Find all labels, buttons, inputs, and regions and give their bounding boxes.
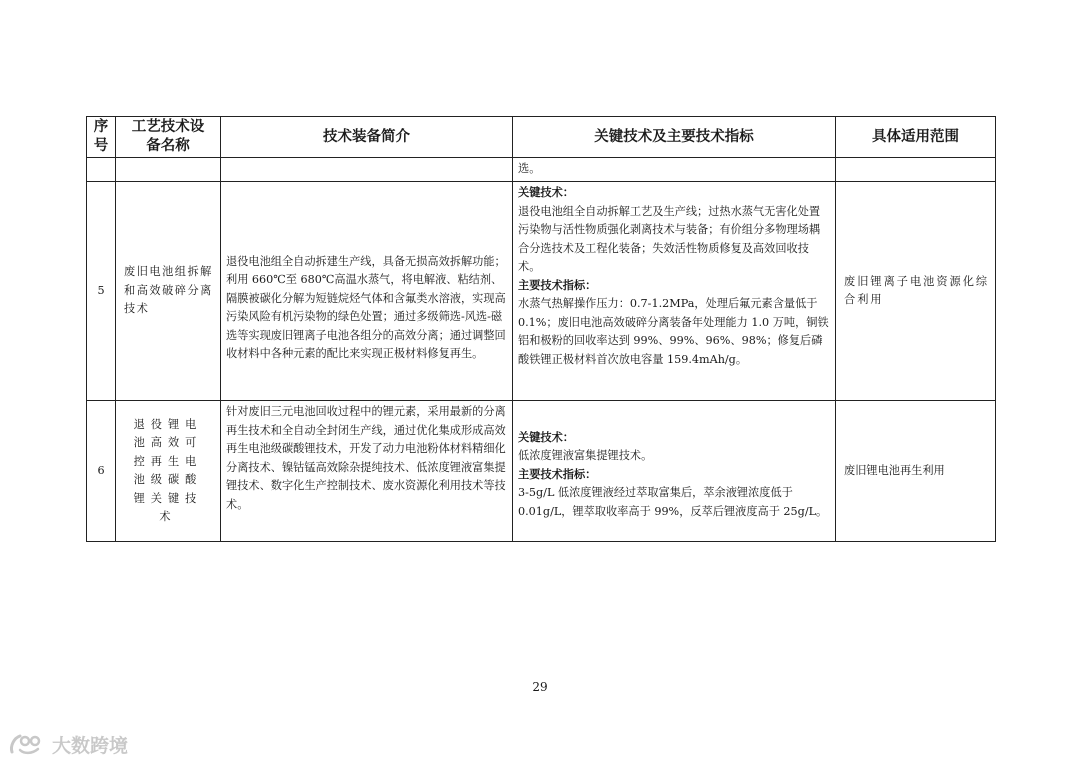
- table-header-row: [87, 117, 996, 158]
- watermark-logo-icon: [8, 732, 48, 756]
- continuation-text: 选。: [513, 158, 836, 182]
- header-no: 序号: [87, 117, 116, 158]
- main-index-text: 水蒸气热解操作压力：0.7-1.2MPa，处理后氟元素含量低于 0.1%；废旧电池高效破碎分离装备年处理能力 1.0 万吨，铜铁铝和极粉的回收率达到 99%、99%、96%、98%；修复后磷酸铁锂正极材料首次放电容量 159.4mAh/g。: [518, 297, 829, 366]
- key-tech-label: 关键技术：: [518, 430, 574, 444]
- table-row-continuation: [87, 158, 996, 182]
- main-index-label: 主要技术指标：: [518, 278, 597, 292]
- row-scope: 废旧锂离子电池资源化综合利用: [836, 182, 996, 401]
- page-number: 29: [532, 680, 548, 694]
- main-index-label: 主要技术指标：: [518, 467, 597, 481]
- main-index-text: 3-5g/L 低浓度锂液经过萃取富集后，萃余液锂浓度低于 0.01g/L，锂萃取收率高于 99%，反萃后锂液度高于 25g/L。: [518, 486, 828, 518]
- row-name: 退役锂电池高效可控再生电池级碳酸锂关键技术: [116, 401, 221, 542]
- watermark: [8, 732, 128, 756]
- table-row: [87, 401, 996, 542]
- row-key-tech: [513, 182, 836, 401]
- row-intro: 针对废旧三元电池回收过程中的锂元素，采用最新的分离再生技术和全自动全封闭生产线，通过优化集成形成高效再生电池级碳酸锂技术，开发了动力电池粉体材料精细化分离技术、镍钴锰高效除杂提纯技术、低浓度锂液富集提锂技术、数字化生产控制技术、废水资源化利用技术等技术。: [221, 401, 513, 542]
- row-intro: 退役电池组全自动拆建生产线，具备无损高效拆解功能；利用 660℃至 680℃高温水蒸气，将电解液、粘结剂、隔膜被碳化分解为短链烷烃气体和含氟类水溶液，实现高污染风险有机污染物的绿色处置；通过多级筛选-风选-磁选等实现废旧锂离子电池各组分的高效分离；通过调整回收材料中各种元素的配比来实现正极材料修复再生。: [221, 182, 513, 401]
- row-no: 5: [87, 182, 116, 401]
- row-name: 废旧电池组拆解和高效破碎分离技术: [116, 182, 221, 401]
- header-name: 工艺技术设备名称: [116, 117, 221, 158]
- row-scope: 废旧锂电池再生利用: [836, 401, 996, 542]
- row-no: 6: [87, 401, 116, 542]
- table-row: [87, 182, 996, 401]
- header-scope: 具体适用范围: [836, 117, 996, 158]
- key-tech-label: 关键技术：: [518, 186, 574, 199]
- header-intro: 技术装备简介: [221, 117, 513, 158]
- key-tech-text: 退役电池组全自动拆解工艺及生产线；过热水蒸气无害化处置污染物与活性物质强化剥离技术与装备；有价组分多物理场耦合分选技术及工程化装备；失效活性物质修复及高效回收技术。: [518, 204, 821, 273]
- header-key: 关键技术及主要技术指标: [513, 117, 836, 158]
- watermark-text: 大数跨境: [52, 734, 129, 757]
- row-key-tech: [513, 401, 836, 542]
- key-tech-text: 低浓度锂液富集提锂技术。: [518, 449, 653, 463]
- technology-table: [86, 116, 996, 542]
